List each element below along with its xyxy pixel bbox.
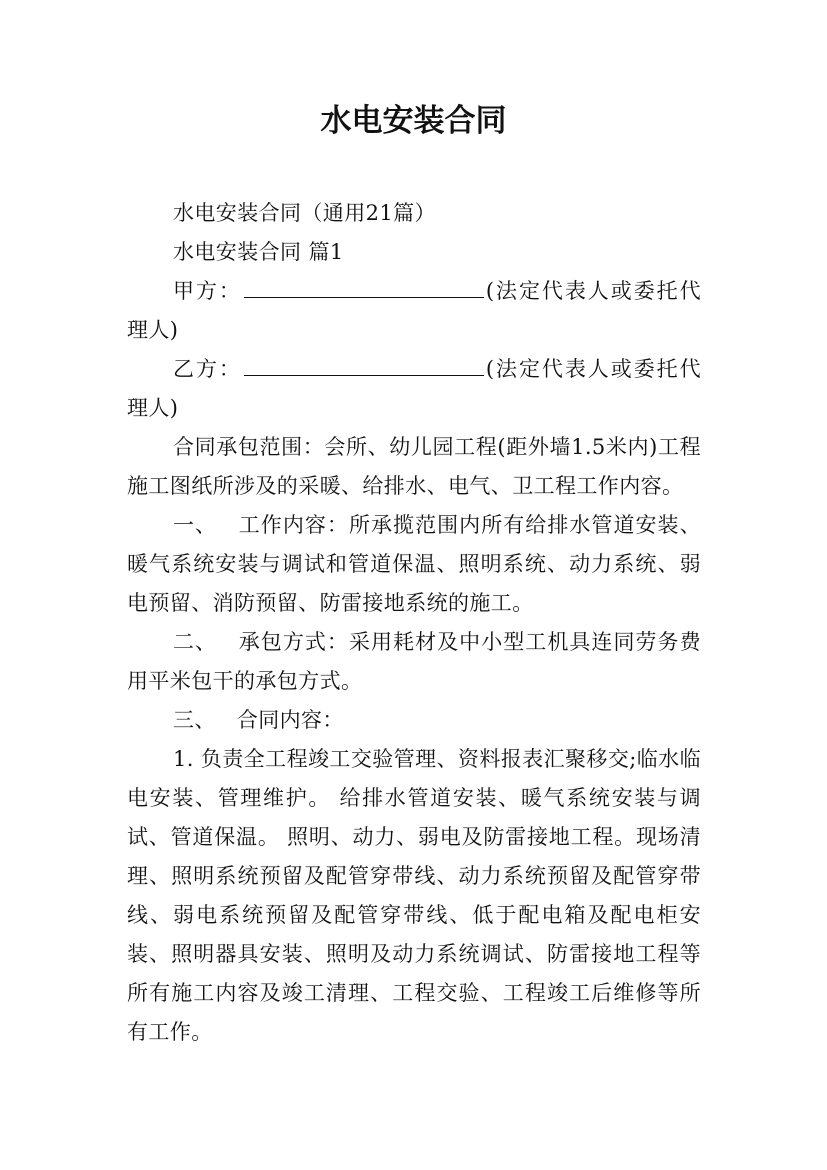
item-3-text: 合同内容：: [236, 708, 344, 732]
party-b-label: 乙方：: [173, 357, 242, 381]
party-b-blank: [244, 355, 484, 376]
party-b-suffix: (法定代表人或委托代理人): [127, 357, 701, 420]
clause-1-paragraph: 1. 负责全工程竣工交验管理、资料报表汇聚移交;临水临电安装、管理维护。 给排水管道安装、暖气系统安装与调试、管道保温。 照明、动力、弱电及防雷接地工程。现场清理、照明系统预留及配管穿带线、动力系统预留及配管穿带线、弱电系统预留及配管穿带线、低于配电箱及配电柜安装、照明器具安装、照明及动力系统调试、防雷接地工程等所有施工内容及竣工清理、工程交验、工程竣工后维修等所有工作。: [127, 747, 701, 1044]
party-a-line: [127, 272, 701, 350]
party-b-line: [127, 350, 701, 428]
document-subtitle: 水电安装合同（通用21篇）: [173, 201, 436, 225]
party-a-label: 甲方：: [173, 279, 242, 303]
party-a-blank: [244, 277, 484, 298]
item-2-paragraph: [127, 623, 701, 701]
item-1-number: 一、: [173, 513, 218, 537]
document-title: 水电安装合同: [320, 103, 507, 139]
item-1-paragraph: [127, 506, 701, 623]
item-1-text: 工作内容：所承揽范围内所有给排水管道安装、暖气系统安装与调试和管道保温、照明系统、动力系统、弱电预留、消防预留、防雷接地系统的施工。: [127, 513, 701, 615]
item-3-paragraph: [127, 701, 701, 740]
item-2-number: 二、: [173, 630, 218, 654]
scope-paragraph: 合同承包范围：会所、幼儿园工程(距外墙1.5米内)工程施工图纸所涉及的采暖、给排水、电气、卫工程工作内容。: [127, 435, 701, 498]
item-3-number: 三、: [173, 708, 216, 732]
party-a-suffix: (法定代表人或委托代理人): [127, 279, 701, 342]
item-2-text: 承包方式：采用耗材及中小型工机具连同劳务费用平米包干的承包方式。: [127, 630, 701, 693]
document-body: [127, 194, 701, 1052]
section-heading: 水电安装合同 篇1: [173, 240, 344, 264]
